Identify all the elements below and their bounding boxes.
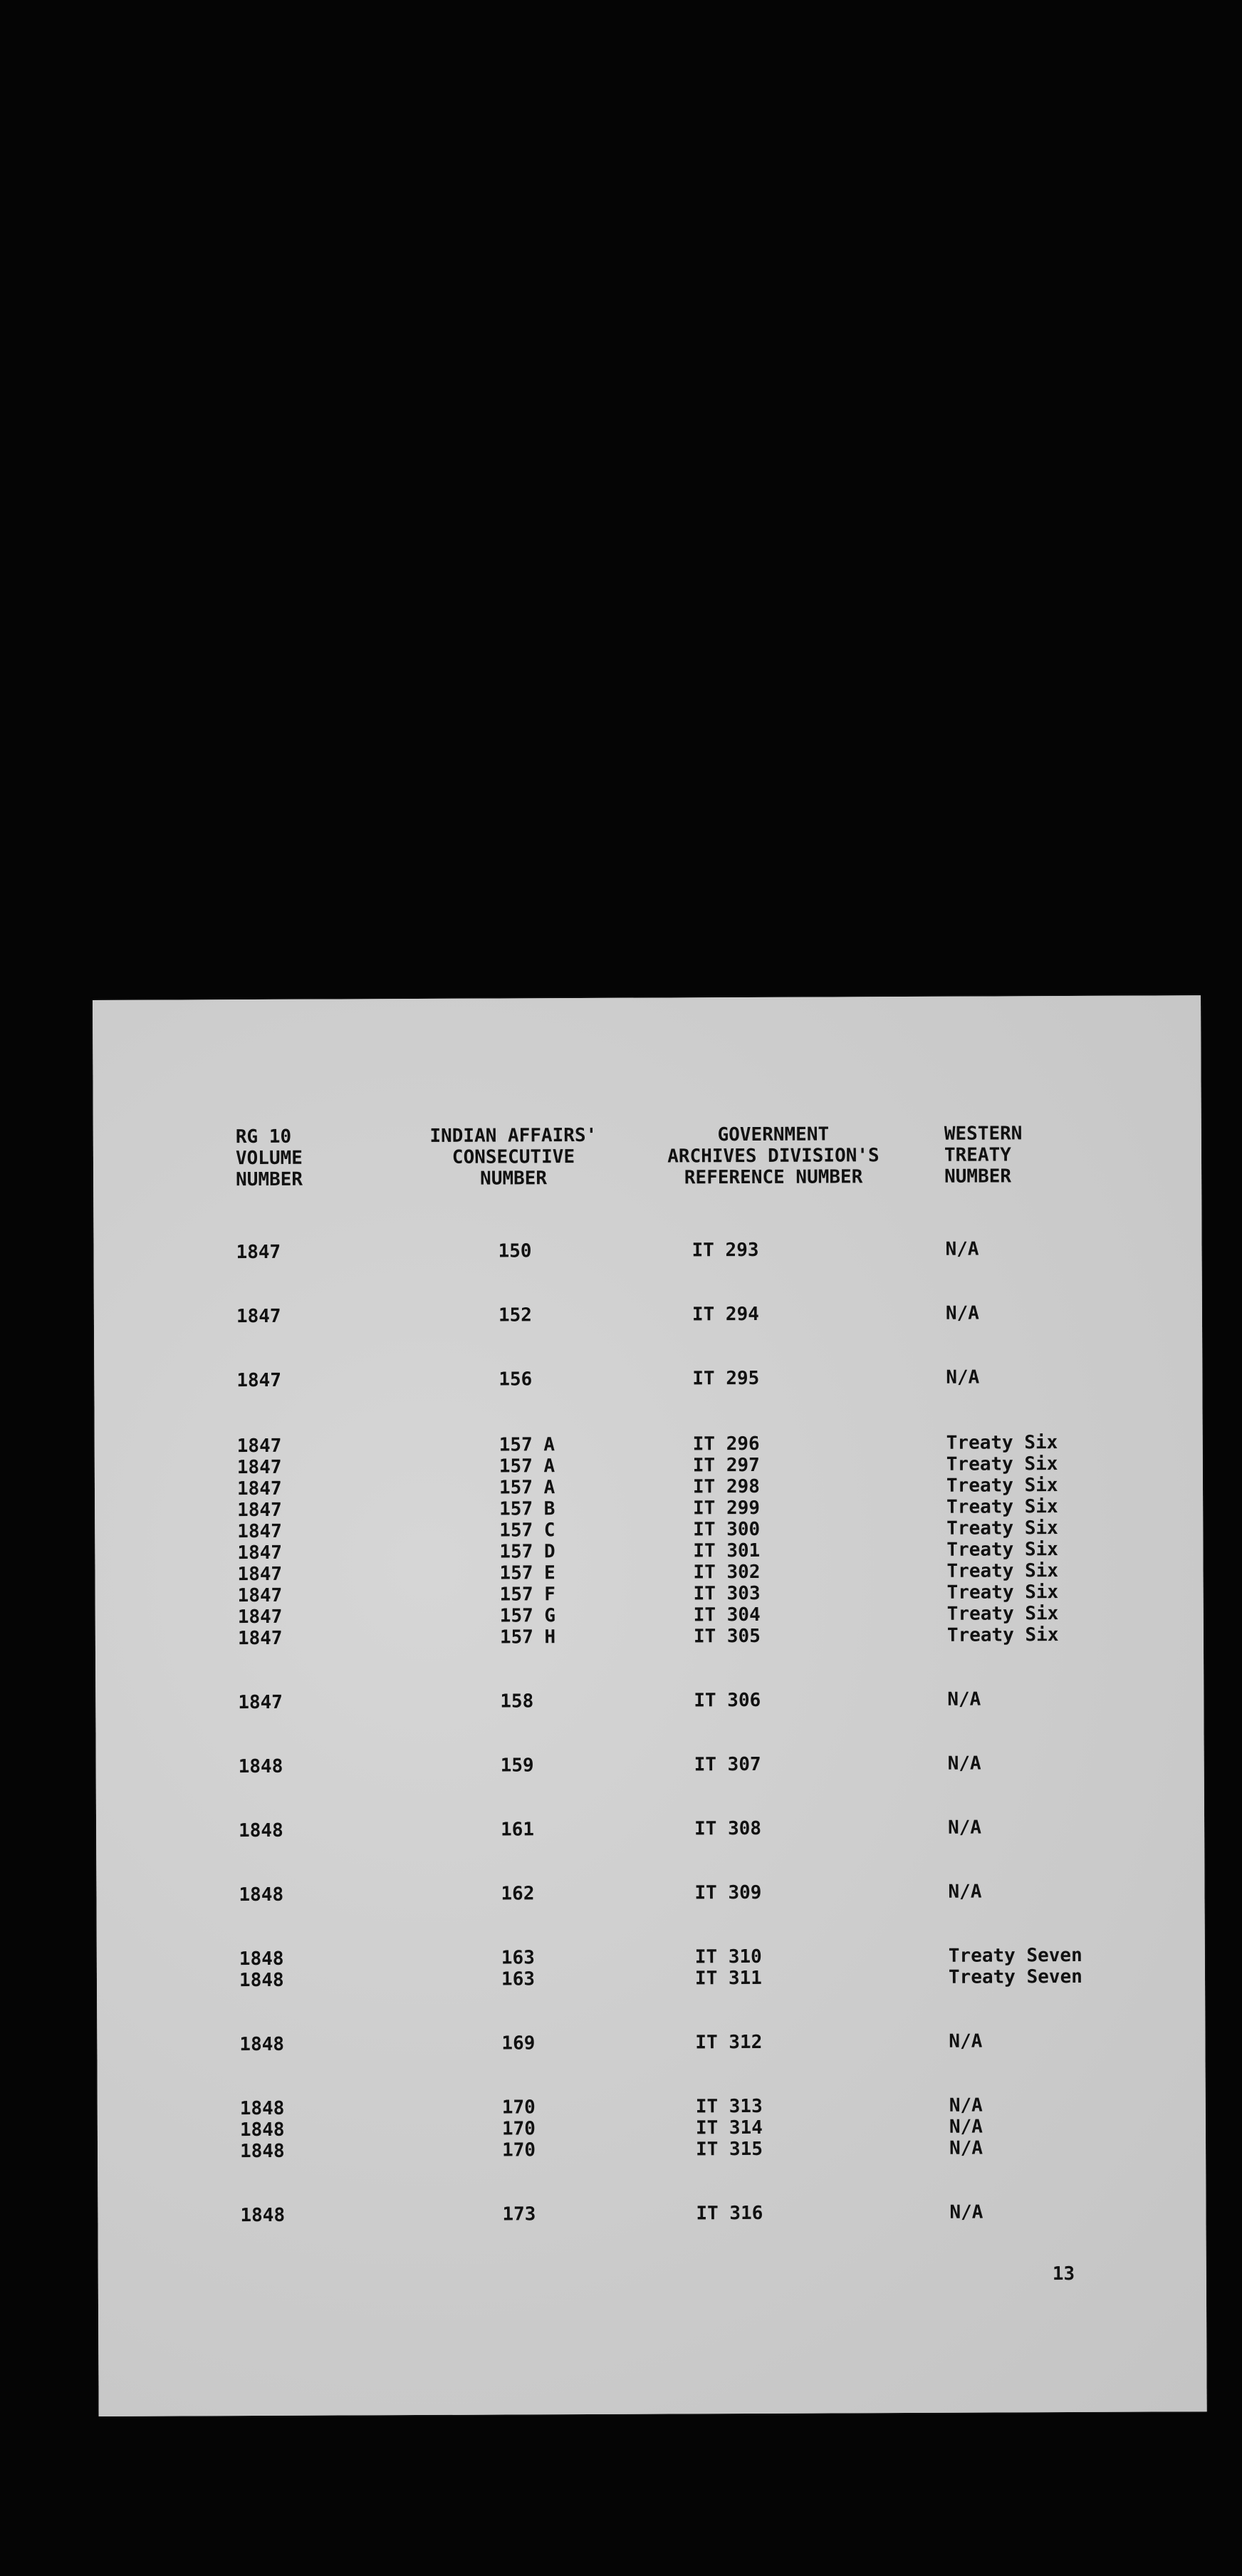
- reference-number-cell: IT 309: [694, 1881, 762, 1904]
- treaty-number-cell: Treaty Six: [946, 1475, 1058, 1497]
- treaty-number-cell: Treaty Six: [946, 1560, 1059, 1582]
- treaty-number-cell: N/A: [949, 2137, 983, 2159]
- consecutive-number-cell: 157 A: [499, 1434, 555, 1456]
- table-row: [95, 1624, 1204, 1650]
- treaty-number-cell: N/A: [947, 1752, 981, 1775]
- consecutive-number-cell: 157 E: [499, 1562, 555, 1584]
- treaty-number-cell: N/A: [949, 2094, 983, 2117]
- consecutive-number-cell: 170: [501, 2118, 536, 2140]
- reference-number-cell: IT 311: [694, 1967, 762, 1990]
- volume-number-cell: 1847: [236, 1305, 281, 1328]
- reference-number-cell: IT 316: [696, 2202, 763, 2225]
- volume-number-cell: 1847: [237, 1520, 282, 1543]
- volume-number-cell: 1848: [240, 2204, 286, 2227]
- volume-number-cell: 1848: [239, 2033, 285, 2056]
- volume-number-cell: 1848: [239, 2140, 285, 2163]
- treaty-number-cell: Treaty Six: [946, 1624, 1059, 1646]
- treaty-number-cell: N/A: [945, 1238, 979, 1260]
- table-row: [94, 1366, 1202, 1392]
- volume-number-cell: 1847: [236, 1241, 281, 1264]
- consecutive-number-cell: 156: [499, 1368, 533, 1391]
- consecutive-number-cell: 157 B: [499, 1498, 555, 1520]
- reference-number-cell: IT 297: [692, 1454, 760, 1477]
- header-rg10-volume-number: RG 10 VOLUME NUMBER: [235, 1126, 303, 1191]
- reference-number-cell: IT 301: [693, 1539, 761, 1562]
- consecutive-number-cell: 152: [498, 1304, 532, 1326]
- volume-number-cell: 1848: [239, 1884, 284, 1906]
- volume-number-cell: 1847: [237, 1627, 283, 1650]
- volume-number-cell: 1847: [238, 1691, 283, 1714]
- treaty-number-cell: Treaty Six: [946, 1517, 1058, 1539]
- header-reference-number: GOVERNMENT ARCHIVES DIVISION'S REFERENCE NUMBER: [667, 1123, 880, 1189]
- treaty-number-cell: Treaty Six: [946, 1496, 1058, 1518]
- volume-number-cell: 1847: [237, 1542, 283, 1564]
- consecutive-number-cell: 157 F: [499, 1584, 555, 1606]
- table-row: [96, 1752, 1204, 1778]
- consecutive-number-cell: 157 A: [499, 1455, 555, 1477]
- table-row: [94, 1302, 1202, 1328]
- reference-number-cell: IT 304: [693, 1604, 761, 1626]
- reference-number-cell: IT 299: [693, 1497, 761, 1520]
- reference-number-cell: IT 312: [695, 2031, 763, 2054]
- volume-number-cell: 1848: [239, 1819, 283, 1842]
- consecutive-number-cell: 170: [501, 2097, 536, 2119]
- consecutive-number-cell: 150: [498, 1240, 532, 1262]
- reference-number-cell: IT 293: [692, 1239, 759, 1262]
- treaty-number-cell: Treaty Six: [946, 1539, 1058, 1561]
- consecutive-number-cell: 158: [500, 1690, 534, 1713]
- consecutive-number-cell: 163: [501, 1947, 535, 1969]
- reference-number-cell: IT 306: [694, 1689, 761, 1712]
- volume-number-cell: 1848: [239, 2097, 285, 2120]
- volume-number-cell: 1847: [236, 1477, 282, 1500]
- volume-number-cell: 1847: [237, 1563, 283, 1586]
- volume-number-cell: 1847: [236, 1435, 282, 1458]
- treaty-number-cell: Treaty Six: [946, 1582, 1059, 1604]
- page-number: 13: [1052, 2263, 1075, 2285]
- treaty-number-cell: N/A: [948, 1817, 982, 1839]
- header-consecutive-number: INDIAN AFFAIRS' CONSECUTIVE NUMBER: [429, 1124, 597, 1190]
- table-row: [97, 2030, 1205, 2056]
- volume-number-cell: 1847: [237, 1499, 282, 1522]
- table-row: [96, 1880, 1204, 1906]
- reference-number-cell: IT 305: [693, 1625, 761, 1648]
- treaty-number-cell: N/A: [948, 1881, 982, 1903]
- table-row: [98, 2136, 1206, 2163]
- header-treaty-number: WESTERN TREATY NUMBER: [944, 1123, 1023, 1188]
- reference-number-cell: IT 296: [692, 1433, 760, 1455]
- reference-number-cell: IT 300: [693, 1518, 761, 1541]
- consecutive-number-cell: 157 A: [499, 1477, 555, 1499]
- reference-number-cell: IT 314: [695, 2117, 763, 2139]
- treaty-number-cell: N/A: [949, 2201, 983, 2223]
- treaty-number-cell: Treaty Six: [946, 1432, 1058, 1454]
- treaty-number-cell: N/A: [949, 2030, 983, 2052]
- volume-number-cell: 1847: [237, 1606, 283, 1629]
- table-row: [93, 1237, 1201, 1264]
- reference-number-cell: IT 313: [695, 2095, 763, 2118]
- consecutive-number-cell: 157 C: [499, 1520, 555, 1542]
- volume-number-cell: 1847: [236, 1369, 282, 1392]
- volume-number-cell: 1848: [238, 1755, 283, 1778]
- reference-number-cell: IT 315: [695, 2138, 763, 2161]
- treaty-number-cell: Treaty Six: [946, 1603, 1059, 1625]
- consecutive-number-cell: 163: [501, 1968, 536, 1990]
- table-row: [97, 1965, 1205, 1992]
- consecutive-number-cell: 157 G: [499, 1605, 556, 1627]
- table-row: [95, 1688, 1204, 1714]
- consecutive-number-cell: 159: [500, 1755, 534, 1777]
- treaty-number-cell: N/A: [945, 1302, 979, 1324]
- reference-number-cell: IT 310: [694, 1946, 762, 1968]
- reference-number-cell: IT 308: [694, 1817, 762, 1840]
- reference-number-cell: IT 307: [694, 1753, 761, 1776]
- reference-number-cell: IT 303: [693, 1582, 761, 1605]
- volume-number-cell: 1848: [239, 1948, 284, 1970]
- treaty-number-cell: Treaty Seven: [948, 1944, 1082, 1967]
- consecutive-number-cell: 173: [502, 2203, 536, 2226]
- consecutive-number-cell: 170: [501, 2139, 536, 2161]
- volume-number-cell: 1847: [237, 1584, 283, 1607]
- table-row: [98, 2201, 1206, 2227]
- treaty-number-cell: Treaty Six: [946, 1453, 1058, 1475]
- consecutive-number-cell: 162: [501, 1883, 535, 1905]
- volume-number-cell: 1848: [239, 2119, 285, 2141]
- volume-number-cell: 1848: [239, 1969, 284, 1992]
- consecutive-number-cell: 157 D: [499, 1541, 555, 1563]
- volume-number-cell: 1847: [236, 1456, 282, 1479]
- reference-number-cell: IT 294: [692, 1303, 759, 1326]
- reference-number-cell: IT 298: [692, 1475, 760, 1498]
- reference-number-cell: IT 295: [692, 1367, 760, 1390]
- treaty-number-cell: N/A: [949, 2116, 983, 2138]
- consecutive-number-cell: 157 H: [499, 1626, 556, 1648]
- treaty-number-cell: N/A: [947, 1688, 981, 1710]
- treaty-number-cell: Treaty Seven: [948, 1965, 1082, 1988]
- consecutive-number-cell: 161: [501, 1819, 535, 1841]
- treaty-number-cell: N/A: [946, 1366, 980, 1388]
- consecutive-number-cell: 169: [501, 2032, 536, 2055]
- reference-number-cell: IT 302: [693, 1561, 761, 1584]
- document-page: [93, 995, 1207, 2416]
- table-row: [96, 1816, 1204, 1842]
